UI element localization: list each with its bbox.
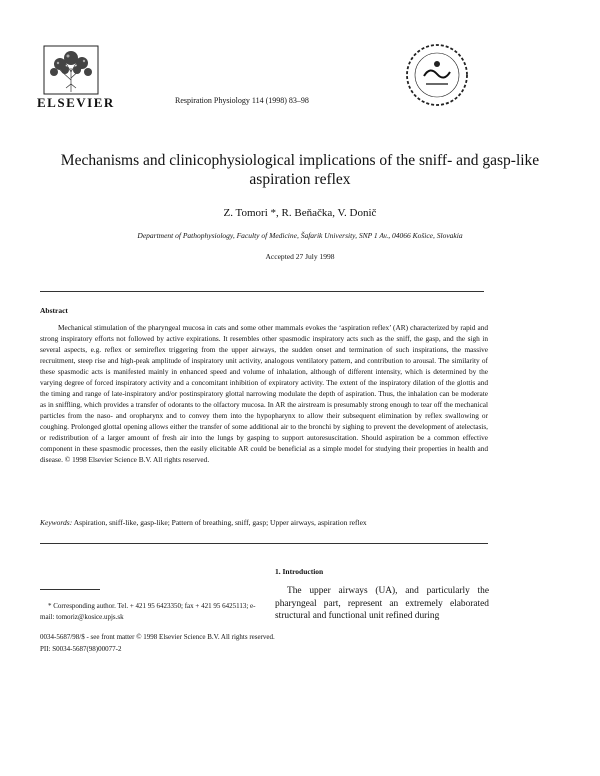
author-affiliation: Department of Pathophysiology, Faculty of Medicine, Šafarik University, SNP 1 Av., 04066 Košice, Slovakia xyxy=(137,231,463,240)
accepted-date: Accepted 27 July 1998 xyxy=(265,252,335,261)
corresponding-author-footnote: * Corresponding author. Tel. + 421 95 6423350; fax + 421 95 6425113; e-mail: tomoriz@kosice.upjs.sk xyxy=(40,602,256,621)
pii-line: PII: S0034-5687(98)00077-2 xyxy=(40,645,122,653)
divider xyxy=(40,543,488,544)
abstract-heading: Abstract xyxy=(40,306,68,315)
introduction-text: The upper airways (UA), and particularly the pharyngeal part, represent an extremely elaborated structural and functional unit refined during xyxy=(275,586,489,621)
divider xyxy=(40,291,484,292)
publisher-name: ELSEVIER xyxy=(37,95,115,110)
copyright-line: 0034-5687/98/$ - see front matter © 1998 Elsevier Science B.V. All rights reserved. xyxy=(40,633,275,641)
keywords xyxy=(40,518,488,527)
footnote-divider xyxy=(40,589,100,590)
article-authors: Z. Tomori *, R. Beňačka, V. Donič xyxy=(223,207,377,219)
keywords-text: Aspiration, sniff-like, gasp-like; Pattern of breathing, sniff, gasp; Upper airways, aspiration reflex xyxy=(72,518,367,527)
abstract-text: Mechanical stimulation of the pharyngeal mucosa in cats and some other mammals evokes the ‘aspiration reflex’ (AR) characterized by rapid and strong inspiratory efforts not followed by active expirations. It resembles other spasmodic inspiratory acts such as the sniff, the gasp, and the sigh in several aspects, e.g. reflex or semireflex triggering from the upper airways, the sudden onset and termination of such inspirations, the massive recruitment, steep rise and high-peak amplitude of inspiratory unit activity, analogous ventilatory pattern, and contribution to arousal. The similarity of these spasmodic acts is manifested mainly in enhanced speed and volume of inhalation, although of different intensity, which is determined by the varying degree of forced inspiratory activity and a concomitant inhibition of expiratory activity. The extent of the inspiratory dilation of the glottis and the timing and range of late-inspiratory and/or postinspiratory glottal narrowing modulate the depth of aspiration. Thus, the inhalation can be moderate as in sniffling, which provides a transfer of odorants to the olfactory mucosa. In AR the airstream is presumably strong enough to tear off the mechanical particles from the naso- and oropharynx and to convey them into the hypopharynx to allow their subsequent elimination by reflex swallowing or coughing. Prolonged glottal opening allows either the transfer of some additional air to the bronchi by sighing to prevent the development of atelectasis, or redistribution of a larger amount of fresh air into the lungs by gasping to support autoresuscitation. Should aspiration be a common effective component in these spasmodic processes, then the easily elicitable AR could be beneficial as a simple model for studying their properties in health and disease. © 1998 Elsevier Science B.V. All rights reserved. xyxy=(40,323,488,464)
journal-seal xyxy=(402,40,472,110)
section-heading: 1. Introduction xyxy=(275,567,324,576)
journal-seal-icon xyxy=(402,40,472,110)
keywords-label: Keywords: xyxy=(40,518,73,527)
article-title: Mechanisms and clinicophysiological implications of the sniff- and gasp-like aspiration reflex xyxy=(60,152,540,188)
journal-reference: Respiration Physiology 114 (1998) 83–98 xyxy=(175,96,309,105)
